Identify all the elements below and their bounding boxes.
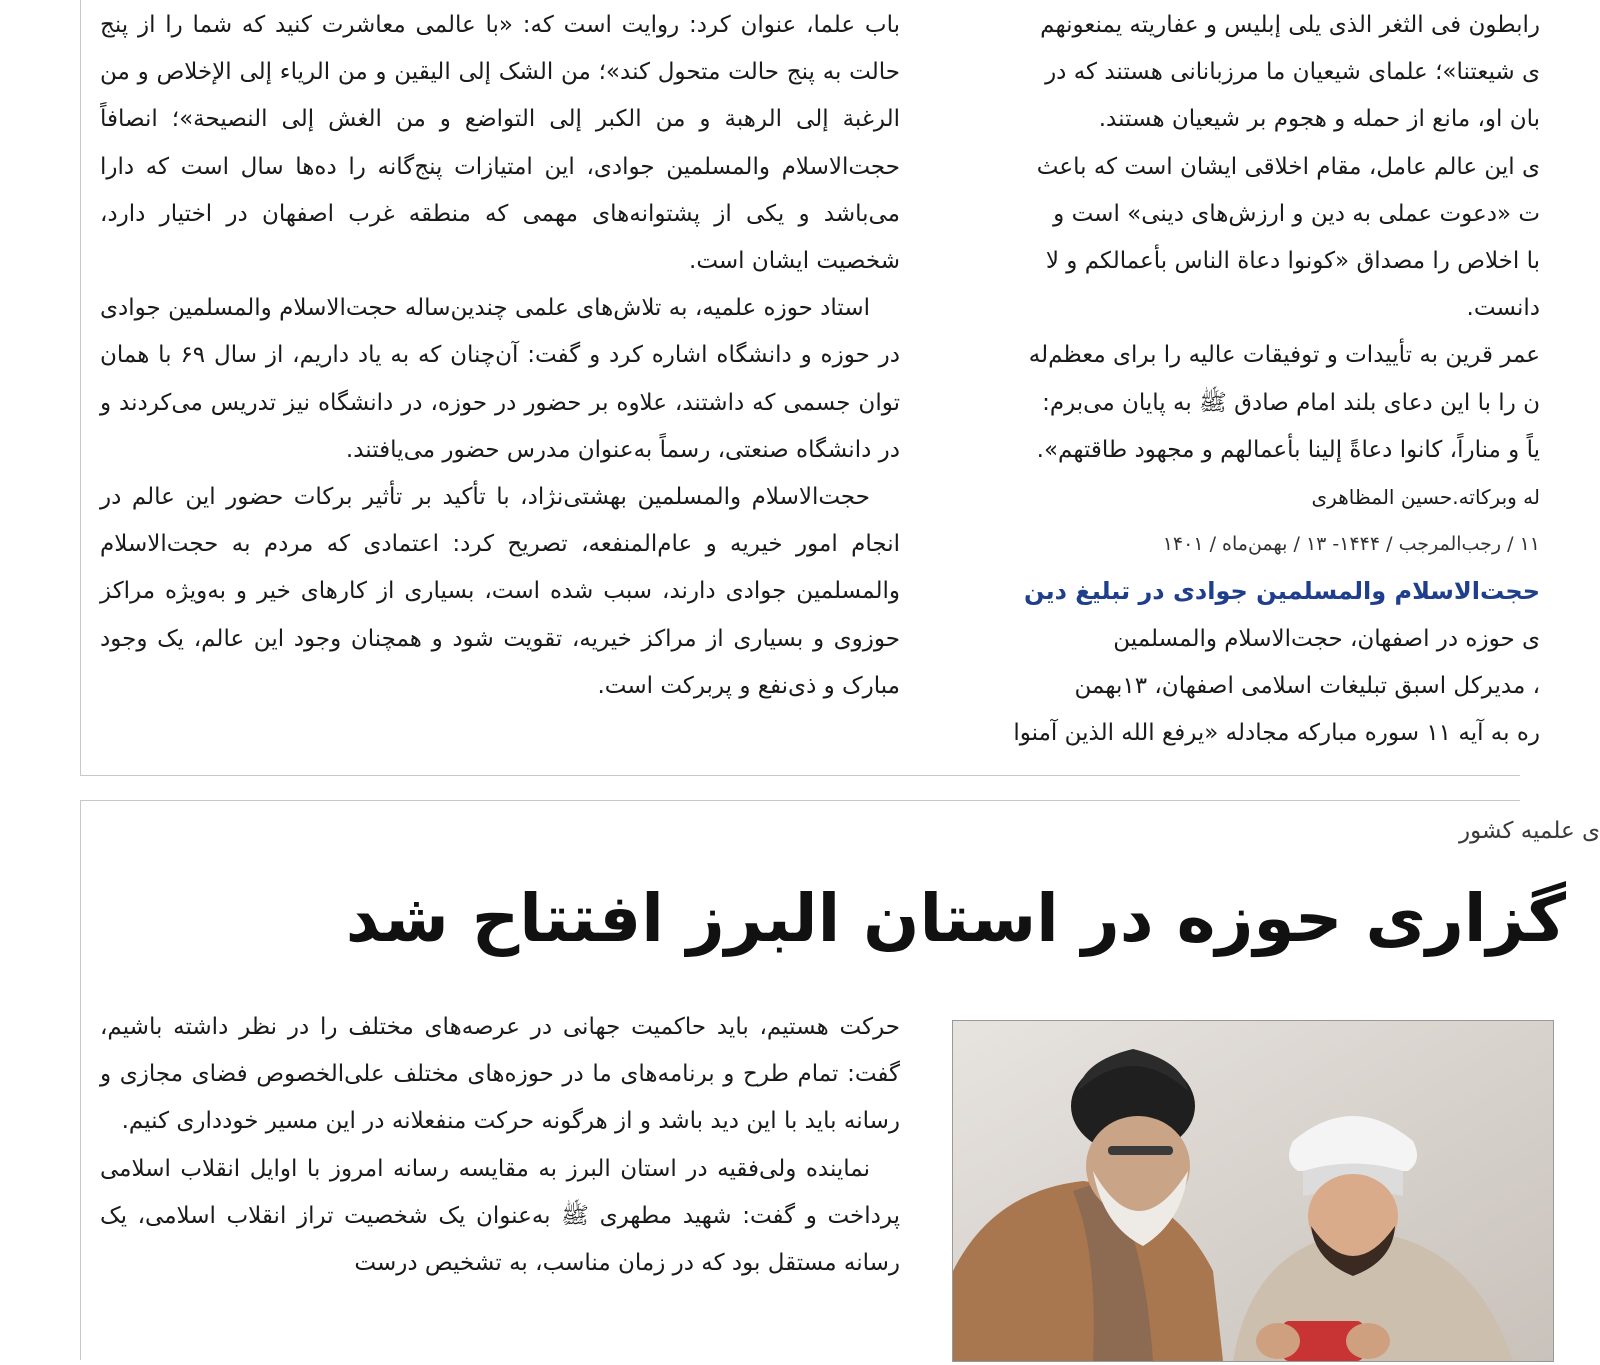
top-article-right-column [940, 2, 1540, 757]
text-line: ت «دعوت عملی به دین و ارزش‌های دینی» است و [1053, 200, 1540, 227]
paragraph: حرکت هستیم، باید حاکمیت جهانی در عرصه‌های مختلف را در نظر داشته باشیم، گفت: تمام طرح و برنامه‌های ما در حوزه‌های مختلف علی‌الخصوص فضای مجازی و رسانه باید با این دید باشد و از هرگونه حرکت منفعلانه در این مسیر خودداری کنیم. [100, 1014, 900, 1135]
section-subhead: حجت‌الاسلام والمسلمین جوادی در تبلیغ دین [1024, 577, 1540, 606]
text-line: عمر قرین به تأییدات و توفیقات عالیه را برای معظم‌له [1028, 342, 1540, 369]
dateline: ۱۱ / رجب‌المرجب / ۱۴۴۴- ۱۳ / بهمن‌ماه / ۱۴۰۱ [1162, 533, 1540, 556]
paragraph: نماینده ولی‌فقیه در استان البرز به مقایسه رسانه امروز با اوایل انقلاب اسلامی پرداخت و گفت: شهید مطهری ﷺ به‌عنوان یک شخصیت تراز انقلاب اسلامی، یک رسانه مستقل بود که در زمان مناسب، به تشخیص درست [100, 1155, 900, 1277]
paragraph: باب علما، عنوان کرد: روایت است که: «با عالمی معاشرت کنید که شما را از پنج حالت به پنج حالت متحول کند»؛ من الشک إلی الیقین و من الریاء إلی الإخلاص و من الرغبة إلی الرهبة و من الکبر إلی التواضع و من الغش إلی النصیحة»؛ انصافاً حجت‌الاسلام والمسلمین جوادی، این امتیازات پنج‌گانه را ده‌ها سال است که دارا می‌باشد و یکی از پشتوانه‌های مهمی که منطقه غرب اصفهان در اختیار دارد، شخصیت ایشان است. [100, 12, 900, 275]
top-article-left-column [100, 2, 900, 710]
text-line: ی حوزه در اصفهان، حجت‌الاسلام والمسلمین [1113, 625, 1540, 652]
text-line: ی شیعتنا»؛ علمای شیعیان ما مرزبانانی هستند که در [1045, 59, 1540, 86]
text-line: بان او، مانع از حمله و هجوم بر شیعیان هستند. [1098, 106, 1540, 133]
text-line: ره به آیه ۱۱ سوره مبارکه مجادله «یرفع الله الذین آمنوا [1013, 720, 1540, 747]
article-photo [952, 1020, 1554, 1362]
text-line: ن را با این دعای بلند امام صادق ﷺ به پایان می‌برم: [1042, 389, 1540, 416]
text-line: ی این عالم عامل، مقام اخلاقی ایشان است که باعث [1036, 153, 1540, 180]
closing-text: له وبرکاته. [1452, 485, 1540, 510]
closing-row [940, 474, 1540, 521]
text-line: دانست. [1466, 295, 1540, 322]
clerics-photo-illustration [953, 1021, 1553, 1361]
paragraph: استاد حوزه علمیه، به تلاش‌های علمی چندین‌ساله حجت‌الاسلام والمسلمین جوادی در حوزه و دانشگاه اشاره کرد و گفت: آن‌چنان که به یاد داریم، از سال ۶۹ با همان توان جسمی که داشتند، علاوه بر حضور در حوزه، در دانشگاه نیز تدریس می‌کردند و در دانشگاه صنعتی، رسماً به‌عنوان مدرس حضور می‌یافتند. [100, 295, 900, 463]
bottom-article-left-column [100, 1004, 900, 1287]
article-kicker: ی علمیه کشور [1459, 818, 1600, 844]
text-line: رابطون فی الثغر الذی یلی إبلیس و عفاریته یمنعونهم [1040, 12, 1540, 38]
signature: حسین المظاهری [1311, 485, 1453, 510]
paragraph: حجت‌الاسلام والمسلمین بهشتی‌نژاد، با تأکید بر تأثیر برکات حضور این عالم در انجام امور خیریه و عام‌المنفعه، تصریح کرد: اعتمادی که مردم به حجت‌الاسلام والمسلمین جوادی دارند، سبب شده است، بسیاری از کارهای خیر و به‌ویژه مراکز حوزوی و بسیاری از مراکز خیریه، تقویت شود و همچنان وجود این عالم، یک وجود مبارک و ذی‌نفع و پربرکت است. [100, 484, 900, 699]
text-line: با اخلاص را مصداق «کونوا دعاة الناس بأعمالکم و لا [1045, 248, 1540, 275]
text-line: یاً و مناراً، کانوا دعاةً إلینا بأعمالهم و مجهود طاقتهم». [1036, 436, 1540, 463]
text-line: ، مدیرکل اسبق تبلیغات اسلامی اصفهان، ۱۳بهمن [1074, 672, 1540, 699]
article-headline: گزاری حوزه در استان البرز افتتاح شد [345, 880, 1566, 957]
